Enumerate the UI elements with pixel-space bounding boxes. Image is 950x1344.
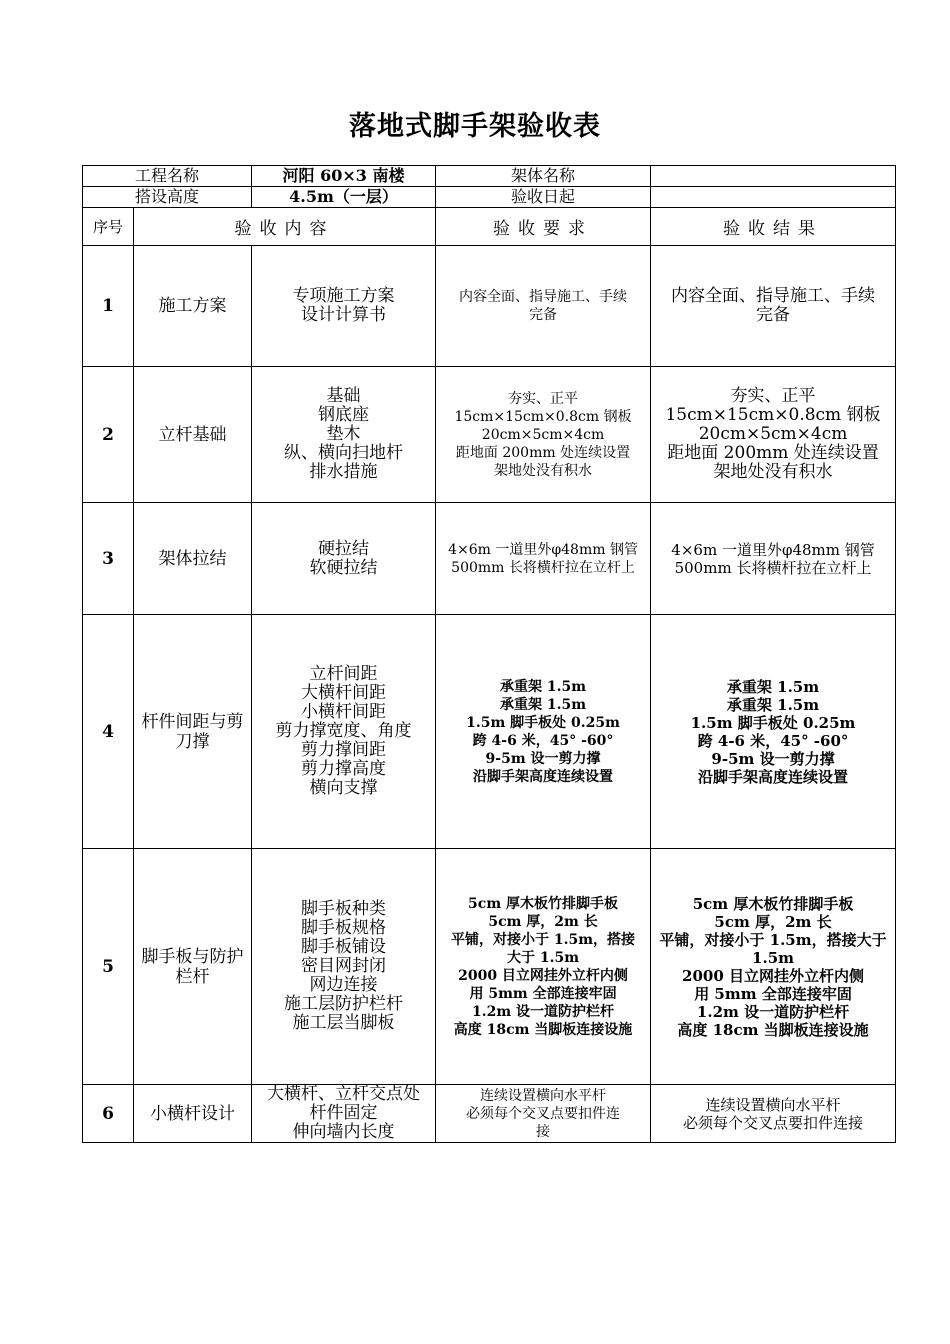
text-line: 大横杆间距	[301, 683, 387, 703]
page-title: 落地式脚手架验收表	[349, 111, 601, 142]
row-number: 6	[83, 1085, 134, 1143]
text-line: 2000 目立网挂外立杆内侧	[458, 967, 628, 984]
text-line: 承重架 1.5m	[726, 695, 820, 714]
text-line: 高度 18cm 当脚板连接设施	[677, 1020, 869, 1039]
text-line: 5cm 厚木板竹排脚手板	[692, 894, 854, 913]
text-line: 距地面 200mm 处连续设置	[667, 443, 879, 463]
text-line: 接	[536, 1123, 551, 1140]
col-result: 验收结果	[651, 208, 896, 246]
col-seq: 序号	[83, 208, 134, 246]
height-label: 搭设高度	[83, 187, 252, 208]
table-row	[83, 1085, 896, 1143]
row-number: 2	[83, 367, 134, 503]
text-line: 连续设置横向水平杆	[705, 1095, 841, 1114]
table-row	[83, 849, 896, 1085]
text-line: 1.2m 设一道防护栏杆	[472, 1003, 615, 1020]
row-item: 脚手板与防护栏杆	[134, 849, 252, 1085]
frame-name-label: 架体名称	[436, 166, 651, 187]
table-row	[83, 503, 896, 615]
date-value[interactable]	[651, 187, 896, 208]
text-line: 夯实、正平	[508, 390, 579, 407]
text-line: 内容全面、指导施工、手续	[671, 286, 876, 306]
row-item: 杆件间距与剪刀撑	[134, 615, 252, 849]
row-result[interactable]	[651, 367, 896, 503]
text-line: 15cm×15cm×0.8cm 钢板	[454, 408, 632, 425]
text-line: 剪力撑宽度、角度	[275, 721, 412, 741]
text-line: 5cm 厚，2m 长	[714, 912, 832, 931]
row-number: 3	[83, 503, 134, 615]
row-item: 架体拉结	[134, 503, 252, 615]
text-line: 2000 目立网挂外立杆内侧	[682, 966, 865, 985]
row-result[interactable]	[651, 615, 896, 849]
row-result[interactable]	[651, 246, 896, 367]
header-row-2	[83, 187, 896, 208]
row-result[interactable]	[651, 1085, 896, 1143]
text-line: 完备	[756, 305, 791, 325]
text-line: 夯实、正平	[730, 386, 816, 406]
text-line: 20cm×5cm×4cm	[698, 424, 848, 444]
text-line: 沿脚手架高度连续设置	[698, 767, 849, 786]
table-row	[83, 246, 896, 367]
table-row	[83, 615, 896, 849]
row-result[interactable]	[651, 503, 896, 615]
project-name-label: 工程名称	[83, 166, 252, 187]
text-line: 1.2m 设一道防护栏杆	[696, 1002, 850, 1021]
text-line: 20cm×5cm×4cm	[481, 426, 605, 443]
row-result[interactable]	[651, 849, 896, 1085]
column-header-row	[83, 208, 896, 246]
text-line: 承重架 1.5m	[500, 696, 587, 713]
row-content	[252, 1085, 436, 1143]
row-content	[252, 367, 436, 503]
text-line: 硬拉结	[318, 538, 370, 559]
text-line: 架地处没有积水	[713, 462, 833, 482]
text-line: 横向支撑	[309, 778, 378, 798]
text-line: 剪力撑间距	[301, 740, 387, 760]
row-content	[252, 246, 436, 367]
text-line: 5cm 厚，2m 长	[488, 913, 598, 930]
text-line: 完备	[529, 307, 558, 323]
col-content: 验收内容	[134, 208, 436, 246]
text-line: 小横杆间距	[301, 702, 387, 722]
frame-name-value[interactable]	[651, 166, 896, 187]
text-line: 伸向墙内长度	[292, 1122, 395, 1142]
text-line: 网边连接	[309, 975, 378, 995]
row-requirement	[436, 503, 651, 615]
col-requirement: 验收要求	[436, 208, 651, 246]
text-line: 用 5mm 全部连接牢固	[469, 985, 617, 1002]
text-line: 高度 18cm 当脚板连接设施	[453, 1021, 633, 1038]
text-line: 架地处没有积水	[494, 462, 593, 479]
row-item: 小横杆设计	[134, 1085, 252, 1143]
text-line: 内容全面、指导施工、手续	[459, 289, 628, 305]
text-line: 脚手板规格	[301, 918, 387, 938]
text-line: 专项施工方案	[292, 286, 395, 306]
project-name-value[interactable]: 河阳 60×3 南楼	[252, 166, 436, 187]
text-line: 立杆间距	[309, 664, 378, 684]
text-line: 施工层当脚板	[292, 1013, 395, 1033]
row-item: 立杆基础	[134, 367, 252, 503]
header-row-1	[83, 166, 896, 187]
text-line: 连续设置横向水平杆	[480, 1087, 607, 1104]
row-requirement	[436, 849, 651, 1085]
text-line: 必须每个交叉点要扣件连接	[683, 1113, 864, 1132]
text-line: 平铺，对接小于 1.5m，搭接大于	[659, 930, 887, 949]
text-line: 软硬拉结	[309, 557, 378, 578]
text-line: 剪力撑高度	[301, 759, 387, 779]
text-line: 用 5mm 全部连接牢固	[694, 984, 852, 1003]
row-number: 5	[83, 849, 134, 1085]
text-line: 脚手板种类	[301, 899, 387, 919]
text-line: 1.5m 脚手板处 0.25m	[466, 714, 620, 731]
text-line: 基础	[326, 386, 361, 406]
text-line: 平铺，对接小于 1.5m，搭接	[451, 931, 636, 948]
text-line: 跨 4-6 米，45° -60°	[472, 732, 614, 749]
row-requirement	[436, 246, 651, 367]
text-line: 脚手板铺设	[301, 937, 387, 957]
row-content	[252, 849, 436, 1085]
row-requirement	[436, 615, 651, 849]
row-requirement	[436, 1085, 651, 1143]
text-line: 承重架 1.5m	[726, 677, 820, 696]
text-line: 15cm×15cm×0.8cm 钢板	[665, 405, 881, 425]
row-requirement	[436, 367, 651, 503]
text-line: 钢底座	[318, 405, 370, 425]
text-line: 5cm 厚木板竹排脚手板	[468, 895, 618, 912]
text-line: 1.5m 脚手板处 0.25m	[690, 713, 856, 732]
text-line: 纵、横向扫地杆	[284, 443, 404, 463]
date-label: 验收日起	[436, 187, 651, 208]
text-line: 大横杆、立杆交点处	[267, 1084, 421, 1104]
text-line: 4×6m 一道里外φ48mm 钢管	[671, 540, 875, 559]
text-line: 距地面 200mm 处连续设置	[455, 444, 631, 461]
row-number: 1	[83, 246, 134, 367]
text-line: 9-5m 设一剪力撑	[485, 750, 601, 767]
acceptance-table	[82, 165, 896, 1143]
text-line: 500mm 长将横杆拉在立杆上	[451, 559, 635, 576]
text-line: 设计计算书	[301, 305, 387, 325]
text-line: 杆件固定	[309, 1103, 378, 1123]
text-line: 4×6m 一道里外φ48mm 钢管	[448, 541, 638, 558]
text-line: 跨 4-6 米，45° -60°	[697, 731, 849, 750]
text-line: 9-5m 设一剪力撑	[711, 749, 835, 768]
row-content	[252, 503, 436, 615]
row-number: 4	[83, 615, 134, 849]
table-row	[83, 367, 896, 503]
text-line: 沿脚手架高度连续设置	[473, 768, 614, 785]
text-line: 垫木	[326, 424, 361, 444]
text-line: 承重架 1.5m	[500, 678, 587, 695]
row-content	[252, 615, 436, 849]
text-line: 密目网封闭	[301, 956, 387, 976]
row-item: 施工方案	[134, 246, 252, 367]
height-value[interactable]: 4.5m（一层）	[252, 187, 436, 208]
text-line: 必须每个交叉点要扣件连	[466, 1105, 621, 1122]
text-line: 500mm 长将横杆拉在立杆上	[674, 558, 872, 577]
text-line: 大于 1.5m	[507, 949, 580, 966]
text-line: 排水措施	[309, 462, 378, 482]
text-line: 1.5m	[752, 948, 795, 967]
text-line: 施工层防护栏杆	[284, 994, 404, 1014]
